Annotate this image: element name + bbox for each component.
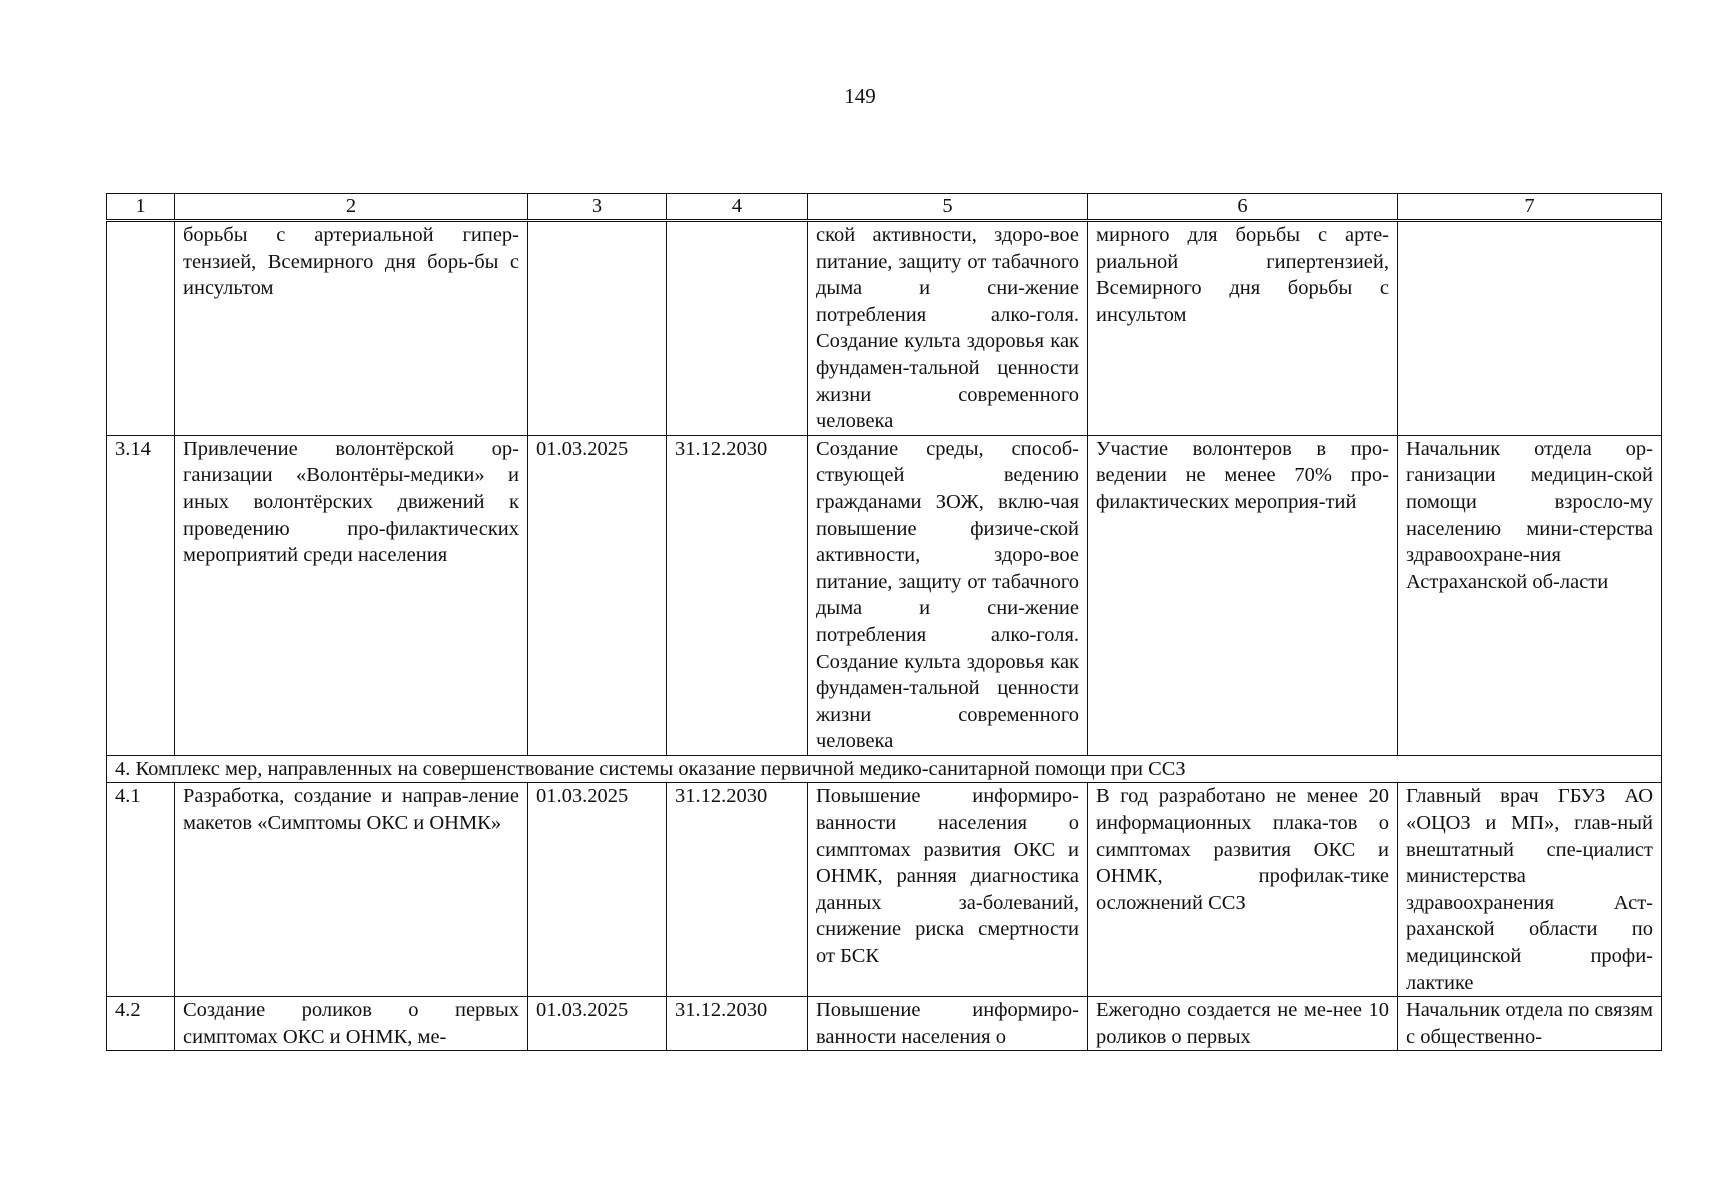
table-row xyxy=(107,997,1662,1051)
cell-responsible: Начальник отдела по связям с общественно- xyxy=(1398,997,1662,1051)
column-header-6: 6 xyxy=(1088,194,1398,221)
cell-indicator: Участие волонтеров в про-ведении не менее 70% про-филактических мероприя-тий xyxy=(1088,435,1398,755)
cell-activity: Создание роликов о первых симптомах ОКС и ОНМК, ме- xyxy=(175,997,528,1051)
cell-end-date: 31.12.2030 xyxy=(667,997,808,1051)
cell-result: ской активности, здоро-вое питание, защиту от табачного дыма и сни-жение потребления алко-голя. Создание культа здоровья как фундамен-тальной ценности жизни современного человека xyxy=(808,221,1088,436)
column-header-3: 3 xyxy=(528,194,667,221)
column-header-4: 4 xyxy=(667,194,808,221)
column-number-header-row xyxy=(107,194,1662,221)
section-heading-row xyxy=(107,755,1662,783)
table-row-continuation xyxy=(107,221,1662,436)
section-title: 4. Комплекс мер, направленных на совершенствование системы оказание первичной медико-санитарной помощи при ССЗ xyxy=(107,755,1662,783)
cell-end-date: 31.12.2030 xyxy=(667,435,808,755)
table-row xyxy=(107,783,1662,997)
cell-activity: Привлечение волонтёрской ор-ганизации «Волонтёры-медики» и иных волонтёрских движений к проведению про-филактических мероприятий среди населения xyxy=(175,435,528,755)
page-number: 149 xyxy=(844,84,876,108)
cell-number: 3.14 xyxy=(107,435,175,755)
measures-table xyxy=(106,193,1662,1051)
cell-responsible: Начальник отдела ор-ганизации медицин-ской помощи взросло-му населению мини-стерства здравоохране-ния Астраханской об-ласти xyxy=(1398,435,1662,755)
cell-start-date: 01.03.2025 xyxy=(528,997,667,1051)
cell-activity: Разработка, создание и направ-ление макетов «Симптомы ОКС и ОНМК» xyxy=(175,783,528,997)
cell-activity: борьбы с артериальной гипер-тензией, Всемирного дня борь-бы с инсультом xyxy=(175,221,528,436)
cell-indicator: В год разработано не менее 20 информационных плака-тов о симптомах развития ОКС и ОНМК, профилак-тике осложнений ССЗ xyxy=(1088,783,1398,997)
cell-number xyxy=(107,221,175,436)
column-header-5: 5 xyxy=(808,194,1088,221)
cell-responsible xyxy=(1398,221,1662,436)
cell-end-date xyxy=(667,221,808,436)
column-header-1: 1 xyxy=(107,194,175,221)
cell-result: Повышение информиро-ванности населения о симптомах развития ОКС и ОНМК, ранняя диагностика данных за-болеваний, снижение риска смертности от БСК xyxy=(808,783,1088,997)
cell-responsible: Главный врач ГБУЗ АО «ОЦОЗ и МП», глав-ный внештатный спе-циалист министерства здравоохранения Аст-раханской области по медицинской профи-лактике xyxy=(1398,783,1662,997)
table-row xyxy=(107,435,1662,755)
cell-start-date: 01.03.2025 xyxy=(528,435,667,755)
cell-start-date: 01.03.2025 xyxy=(528,783,667,997)
cell-number: 4.1 xyxy=(107,783,175,997)
cell-result: Создание среды, способ-ствующей ведению гражданами ЗОЖ, вклю-чая повышение физиче-ской активности, здоро-вое питание, защиту от табачного дыма и сни-жение потребления алко-голя. Создание культа здоровья как фундамен-тальной ценности жизни современного человека xyxy=(808,435,1088,755)
column-header-2: 2 xyxy=(175,194,528,221)
cell-number: 4.2 xyxy=(107,997,175,1051)
cell-start-date xyxy=(528,221,667,436)
cell-indicator: мирного для борьбы с арте-риальной гипертензией, Всемирного дня борьбы с инсультом xyxy=(1088,221,1398,436)
cell-result: Повышение информиро-ванности населения о xyxy=(808,997,1088,1051)
cell-indicator: Ежегодно создается не ме-нее 10 роликов о первых xyxy=(1088,997,1398,1051)
cell-end-date: 31.12.2030 xyxy=(667,783,808,997)
column-header-7: 7 xyxy=(1398,194,1662,221)
